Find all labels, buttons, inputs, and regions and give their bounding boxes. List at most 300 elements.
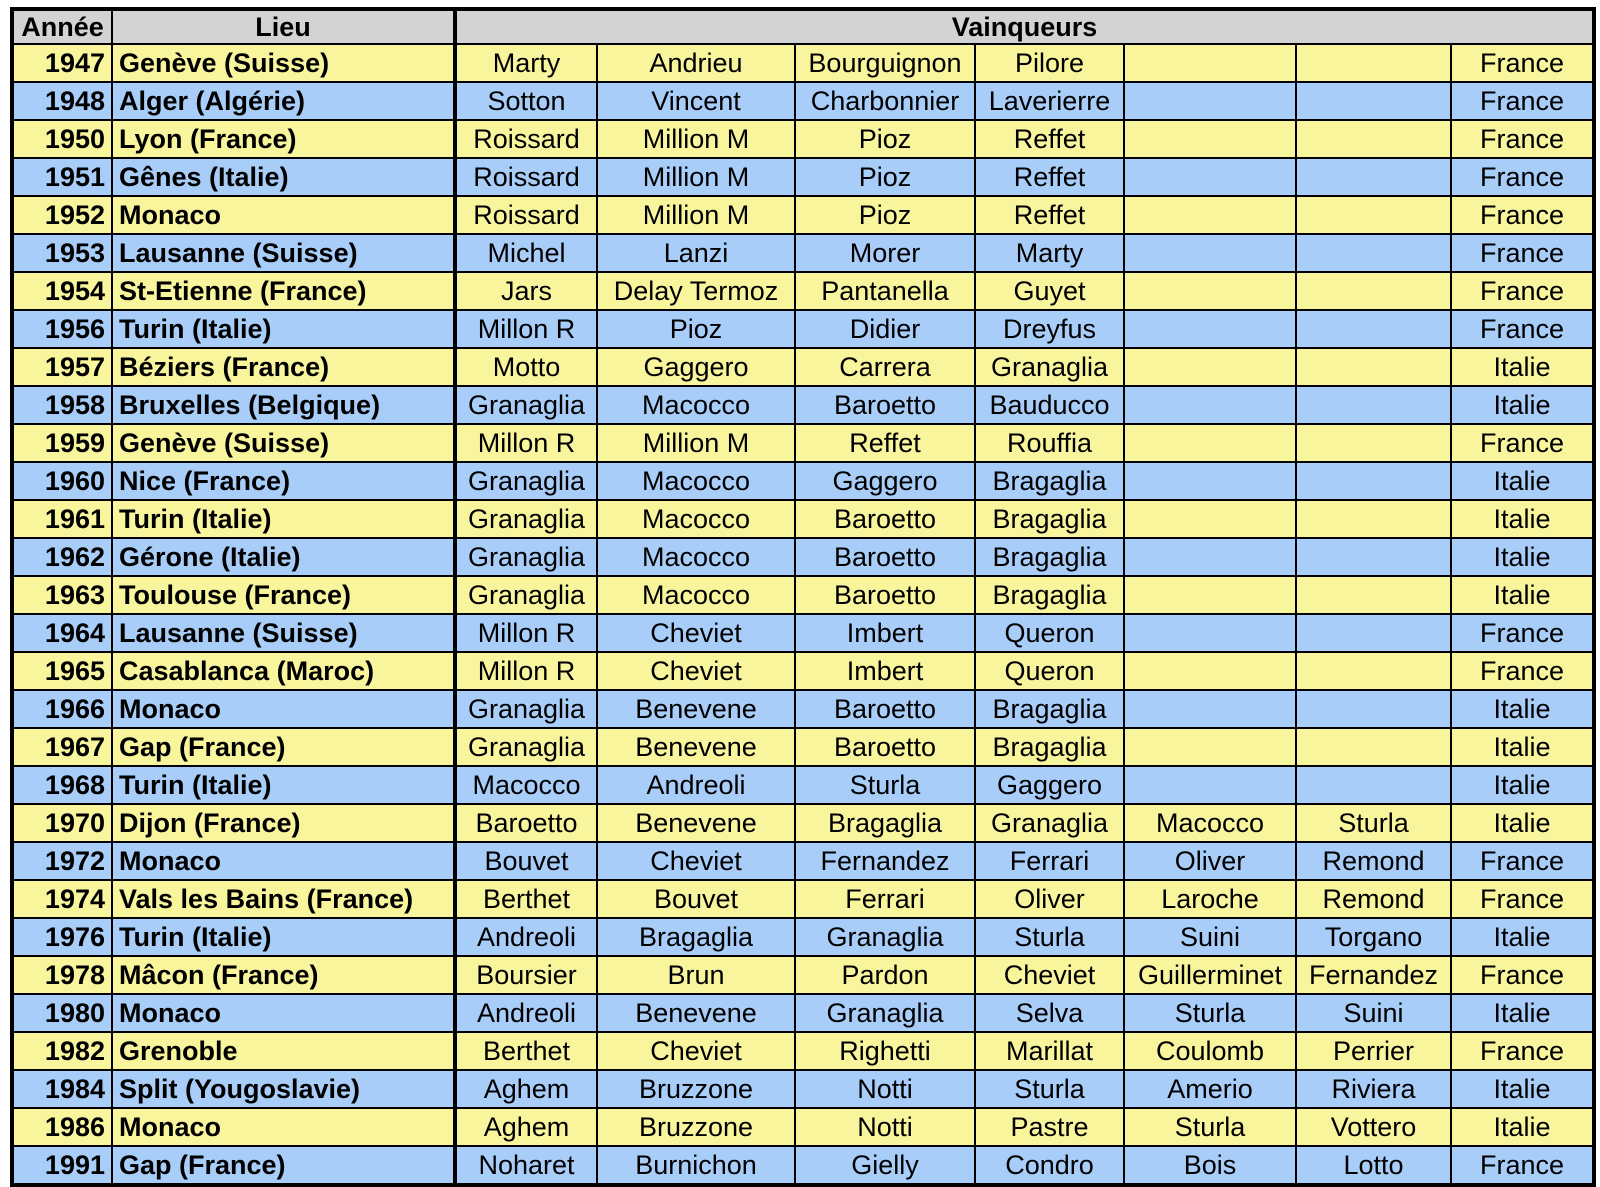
winner-cell <box>1296 310 1451 348</box>
winner-cell <box>1124 196 1296 234</box>
winner-cell: Berthet <box>455 880 597 918</box>
winner-cell: Lanzi <box>597 234 795 272</box>
winner-cell <box>1296 348 1451 386</box>
country-cell: Italie <box>1451 1070 1594 1108</box>
winner-cell: Macocco <box>597 538 795 576</box>
country-cell: France <box>1451 44 1594 82</box>
winner-cell <box>1124 690 1296 728</box>
place-cell: Monaco <box>112 196 455 234</box>
winner-cell <box>1124 82 1296 120</box>
winner-cell: Cheviet <box>597 614 795 652</box>
year-cell: 1947 <box>12 44 112 82</box>
place-cell: Gérone (Italie) <box>112 538 455 576</box>
country-cell: France <box>1451 424 1594 462</box>
year-cell: 1952 <box>12 196 112 234</box>
winner-cell <box>1296 728 1451 766</box>
winner-cell: Gaggero <box>975 766 1124 804</box>
winner-cell: Gaggero <box>597 348 795 386</box>
winner-cell: Guyet <box>975 272 1124 310</box>
winner-cell <box>1296 196 1451 234</box>
winner-cell: Bragaglia <box>975 538 1124 576</box>
year-cell: 1963 <box>12 576 112 614</box>
winner-cell: Marty <box>455 44 597 82</box>
country-cell: France <box>1451 196 1594 234</box>
country-cell: Italie <box>1451 728 1594 766</box>
country-cell: France <box>1451 234 1594 272</box>
table-row <box>12 386 1594 424</box>
table-row <box>12 44 1594 82</box>
winner-cell <box>1296 766 1451 804</box>
table-row <box>12 1032 1594 1070</box>
year-cell: 1972 <box>12 842 112 880</box>
place-cell: Alger (Algérie) <box>112 82 455 120</box>
country-cell: France <box>1451 120 1594 158</box>
winner-cell: Bragaglia <box>975 576 1124 614</box>
winner-cell: Gielly <box>795 1146 975 1185</box>
winner-cell: Motto <box>455 348 597 386</box>
winner-cell: Bauducco <box>975 386 1124 424</box>
country-cell: France <box>1451 272 1594 310</box>
place-cell: Mâcon (France) <box>112 956 455 994</box>
winner-cell: Sturla <box>1124 1108 1296 1146</box>
place-cell: Nice (France) <box>112 462 455 500</box>
winner-cell: Jars <box>455 272 597 310</box>
winner-cell: Pilore <box>975 44 1124 82</box>
winner-cell: Brun <box>597 956 795 994</box>
place-cell: Gap (France) <box>112 728 455 766</box>
winner-cell: Boursier <box>455 956 597 994</box>
winner-cell: Macocco <box>1124 804 1296 842</box>
country-cell: Italie <box>1451 994 1594 1032</box>
winner-cell: Lotto <box>1296 1146 1451 1185</box>
place-cell: Monaco <box>112 994 455 1032</box>
winner-cell: Granaglia <box>455 728 597 766</box>
table-row <box>12 956 1594 994</box>
header-row <box>12 9 1594 44</box>
winner-cell <box>1296 424 1451 462</box>
year-cell: 1951 <box>12 158 112 196</box>
winner-cell: Andreoli <box>597 766 795 804</box>
winner-cell: Granaglia <box>455 576 597 614</box>
country-cell: France <box>1451 842 1594 880</box>
table-row <box>12 614 1594 652</box>
place-cell: Béziers (France) <box>112 348 455 386</box>
table-row <box>12 82 1594 120</box>
winner-cell: Benevene <box>597 690 795 728</box>
winner-cell: Pioz <box>795 120 975 158</box>
winner-cell: Perrier <box>1296 1032 1451 1070</box>
winner-cell <box>1124 348 1296 386</box>
table-row <box>12 880 1594 918</box>
winner-cell: Berthet <box>455 1032 597 1070</box>
winner-cell <box>1296 652 1451 690</box>
country-cell: France <box>1451 1146 1594 1185</box>
table-row <box>12 1146 1594 1185</box>
place-cell: Lausanne (Suisse) <box>112 614 455 652</box>
place-cell: Gap (France) <box>112 1146 455 1185</box>
place-cell: Monaco <box>112 690 455 728</box>
winner-cell <box>1124 576 1296 614</box>
winner-cell: Andrieu <box>597 44 795 82</box>
winner-cell: Reffet <box>795 424 975 462</box>
winner-cell: Cheviet <box>597 652 795 690</box>
year-cell: 1978 <box>12 956 112 994</box>
year-cell: 1960 <box>12 462 112 500</box>
winner-cell: Cheviet <box>975 956 1124 994</box>
winner-cell: Granaglia <box>975 804 1124 842</box>
winner-cell: Pardon <box>795 956 975 994</box>
winner-cell: Sturla <box>975 1070 1124 1108</box>
country-cell: Italie <box>1451 690 1594 728</box>
winner-cell: Fernandez <box>1296 956 1451 994</box>
winner-cell: Granaglia <box>455 500 597 538</box>
winner-cell: Granaglia <box>455 690 597 728</box>
place-cell: Gênes (Italie) <box>112 158 455 196</box>
year-cell: 1958 <box>12 386 112 424</box>
winner-cell <box>1296 158 1451 196</box>
winner-cell: Sturla <box>795 766 975 804</box>
winner-cell: Baroetto <box>795 576 975 614</box>
winner-cell: Gaggero <box>795 462 975 500</box>
country-cell: France <box>1451 158 1594 196</box>
table-row <box>12 728 1594 766</box>
winner-cell: Carrera <box>795 348 975 386</box>
winner-cell <box>1296 500 1451 538</box>
place-cell: Turin (Italie) <box>112 310 455 348</box>
year-cell: 1962 <box>12 538 112 576</box>
table-row <box>12 196 1594 234</box>
winner-cell: Granaglia <box>795 994 975 1032</box>
place-cell: Turin (Italie) <box>112 500 455 538</box>
year-cell: 1968 <box>12 766 112 804</box>
winner-cell: Baroetto <box>795 538 975 576</box>
winner-cell <box>1124 234 1296 272</box>
winner-cell: Coulomb <box>1124 1032 1296 1070</box>
year-cell: 1961 <box>12 500 112 538</box>
winner-cell: Laverierre <box>975 82 1124 120</box>
winner-cell: Bruzzone <box>597 1070 795 1108</box>
winner-cell <box>1124 728 1296 766</box>
year-cell: 1954 <box>12 272 112 310</box>
winner-cell <box>1124 272 1296 310</box>
winner-cell <box>1124 44 1296 82</box>
place-cell: Toulouse (France) <box>112 576 455 614</box>
winner-cell: Macocco <box>597 462 795 500</box>
winner-cell <box>1296 234 1451 272</box>
winner-cell <box>1296 614 1451 652</box>
country-cell: Italie <box>1451 348 1594 386</box>
place-cell: Grenoble <box>112 1032 455 1070</box>
winner-cell: Aghem <box>455 1108 597 1146</box>
year-cell: 1957 <box>12 348 112 386</box>
year-cell: 1984 <box>12 1070 112 1108</box>
winner-cell: Noharet <box>455 1146 597 1185</box>
winner-cell <box>1296 690 1451 728</box>
winner-cell: Baroetto <box>795 386 975 424</box>
winner-cell: Aghem <box>455 1070 597 1108</box>
year-cell: 1974 <box>12 880 112 918</box>
winner-cell: Million M <box>597 424 795 462</box>
winner-cell: Laroche <box>1124 880 1296 918</box>
winner-cell: Marty <box>975 234 1124 272</box>
winner-cell: Millon R <box>455 614 597 652</box>
winner-cell: Bragaglia <box>975 500 1124 538</box>
place-cell: St-Etienne (France) <box>112 272 455 310</box>
table-row <box>12 424 1594 462</box>
winner-cell: Bragaglia <box>795 804 975 842</box>
winner-cell: Baroetto <box>795 500 975 538</box>
winner-cell: Guillerminet <box>1124 956 1296 994</box>
winner-cell <box>1124 310 1296 348</box>
winner-cell: Righetti <box>795 1032 975 1070</box>
table-body <box>12 44 1594 1185</box>
winner-cell: Sotton <box>455 82 597 120</box>
winner-cell: Bouvet <box>597 880 795 918</box>
winner-cell: Reffet <box>975 158 1124 196</box>
place-cell: Vals les Bains (France) <box>112 880 455 918</box>
winner-cell <box>1124 462 1296 500</box>
winner-cell <box>1296 120 1451 158</box>
table-row <box>12 538 1594 576</box>
winner-cell <box>1124 614 1296 652</box>
country-cell: Italie <box>1451 766 1594 804</box>
winner-cell <box>1124 538 1296 576</box>
country-cell: Italie <box>1451 538 1594 576</box>
winner-cell: Suini <box>1296 994 1451 1032</box>
year-cell: 1965 <box>12 652 112 690</box>
year-cell: 1959 <box>12 424 112 462</box>
winner-cell: Baroetto <box>455 804 597 842</box>
country-cell: Italie <box>1451 1108 1594 1146</box>
year-cell: 1970 <box>12 804 112 842</box>
country-cell: France <box>1451 652 1594 690</box>
winner-cell: Sturla <box>975 918 1124 956</box>
winner-cell: Benevene <box>597 728 795 766</box>
winner-cell <box>1296 82 1451 120</box>
country-cell: France <box>1451 956 1594 994</box>
winner-cell: Baroetto <box>795 690 975 728</box>
table-row <box>12 1070 1594 1108</box>
winner-cell: Cheviet <box>597 842 795 880</box>
winner-cell <box>1124 424 1296 462</box>
winner-cell <box>1124 120 1296 158</box>
winner-cell: Millon R <box>455 310 597 348</box>
winner-cell <box>1296 44 1451 82</box>
year-cell: 1976 <box>12 918 112 956</box>
winner-cell: Vottero <box>1296 1108 1451 1146</box>
winner-cell: Michel <box>455 234 597 272</box>
winner-cell: Remond <box>1296 880 1451 918</box>
winner-cell: Andreoli <box>455 994 597 1032</box>
winner-cell: Condro <box>975 1146 1124 1185</box>
year-cell: 1964 <box>12 614 112 652</box>
place-cell: Monaco <box>112 842 455 880</box>
year-cell: 1953 <box>12 234 112 272</box>
table-row <box>12 1108 1594 1146</box>
table-row <box>12 348 1594 386</box>
winner-cell: Queron <box>975 614 1124 652</box>
winner-cell: Million M <box>597 196 795 234</box>
winner-cell <box>1124 652 1296 690</box>
year-cell: 1948 <box>12 82 112 120</box>
winner-cell: Benevene <box>597 994 795 1032</box>
table-row <box>12 766 1594 804</box>
table-row <box>12 994 1594 1032</box>
winner-cell: Bragaglia <box>975 690 1124 728</box>
table-row <box>12 804 1594 842</box>
winners-table <box>10 7 1596 1187</box>
place-cell: Lausanne (Suisse) <box>112 234 455 272</box>
winner-cell: Bois <box>1124 1146 1296 1185</box>
winner-cell: Granaglia <box>455 462 597 500</box>
table-row <box>12 462 1594 500</box>
winner-cell: Baroetto <box>795 728 975 766</box>
header-year: Année <box>12 9 112 44</box>
country-cell: Italie <box>1451 918 1594 956</box>
winner-cell: Notti <box>795 1108 975 1146</box>
table-row <box>12 120 1594 158</box>
winner-cell: Marillat <box>975 1032 1124 1070</box>
winner-cell <box>1124 386 1296 424</box>
place-cell: Genève (Suisse) <box>112 424 455 462</box>
winner-cell: Oliver <box>1124 842 1296 880</box>
country-cell: France <box>1451 1032 1594 1070</box>
winner-cell: Imbert <box>795 652 975 690</box>
country-cell: Italie <box>1451 804 1594 842</box>
winner-cell: Granaglia <box>455 386 597 424</box>
winner-cell: Cheviet <box>597 1032 795 1070</box>
winner-cell: Imbert <box>795 614 975 652</box>
winner-cell: Didier <box>795 310 975 348</box>
winner-cell: Reffet <box>975 120 1124 158</box>
winner-cell: Torgano <box>1296 918 1451 956</box>
winner-cell: Millon R <box>455 424 597 462</box>
winner-cell: Bragaglia <box>975 728 1124 766</box>
winner-cell: Suini <box>1124 918 1296 956</box>
winner-cell: Roissard <box>455 158 597 196</box>
winner-cell: Dreyfus <box>975 310 1124 348</box>
table-row <box>12 652 1594 690</box>
winner-cell: Pioz <box>795 196 975 234</box>
table-row <box>12 158 1594 196</box>
winner-cell: Macocco <box>597 386 795 424</box>
winner-cell: Granaglia <box>975 348 1124 386</box>
winner-cell <box>1296 386 1451 424</box>
winner-cell: Andreoli <box>455 918 597 956</box>
winner-cell: Pioz <box>597 310 795 348</box>
winner-cell <box>1296 272 1451 310</box>
winner-cell: Oliver <box>975 880 1124 918</box>
winner-cell: Morer <box>795 234 975 272</box>
winner-cell: Macocco <box>597 500 795 538</box>
table-row <box>12 576 1594 614</box>
table-row <box>12 690 1594 728</box>
country-cell: France <box>1451 614 1594 652</box>
winner-cell: Pastre <box>975 1108 1124 1146</box>
table-row <box>12 918 1594 956</box>
place-cell: Monaco <box>112 1108 455 1146</box>
winner-cell: Charbonnier <box>795 82 975 120</box>
winner-cell: Bragaglia <box>597 918 795 956</box>
winner-cell <box>1296 576 1451 614</box>
year-cell: 1967 <box>12 728 112 766</box>
winner-cell <box>1296 462 1451 500</box>
year-cell: 1986 <box>12 1108 112 1146</box>
winner-cell: Granaglia <box>455 538 597 576</box>
winner-cell: Queron <box>975 652 1124 690</box>
country-cell: France <box>1451 82 1594 120</box>
winner-cell: Granaglia <box>795 918 975 956</box>
winner-cell <box>1124 500 1296 538</box>
table-row <box>12 234 1594 272</box>
year-cell: 1966 <box>12 690 112 728</box>
winner-cell: Bragaglia <box>975 462 1124 500</box>
winner-cell: Millon R <box>455 652 597 690</box>
country-cell: Italie <box>1451 576 1594 614</box>
place-cell: Bruxelles (Belgique) <box>112 386 455 424</box>
country-cell: Italie <box>1451 386 1594 424</box>
place-cell: Turin (Italie) <box>112 766 455 804</box>
year-cell: 1950 <box>12 120 112 158</box>
winner-cell: Pioz <box>795 158 975 196</box>
winner-cell: Fernandez <box>795 842 975 880</box>
winner-cell: Bouvet <box>455 842 597 880</box>
table-row <box>12 310 1594 348</box>
winner-cell: Notti <box>795 1070 975 1108</box>
header-winners: Vainqueurs <box>455 9 1594 44</box>
winner-cell: Macocco <box>455 766 597 804</box>
winner-cell: Rouffia <box>975 424 1124 462</box>
winner-cell: Benevene <box>597 804 795 842</box>
winner-cell: Roissard <box>455 120 597 158</box>
place-cell: Casablanca (Maroc) <box>112 652 455 690</box>
winner-cell: Vincent <box>597 82 795 120</box>
country-cell: Italie <box>1451 500 1594 538</box>
winner-cell: Amerio <box>1124 1070 1296 1108</box>
country-cell: France <box>1451 310 1594 348</box>
winner-cell: Burnichon <box>597 1146 795 1185</box>
year-cell: 1991 <box>12 1146 112 1185</box>
winner-cell: Ferrari <box>795 880 975 918</box>
country-cell: Italie <box>1451 462 1594 500</box>
winner-cell: Sturla <box>1124 994 1296 1032</box>
winner-cell: Pantanella <box>795 272 975 310</box>
winner-cell: Bruzzone <box>597 1108 795 1146</box>
country-cell: France <box>1451 880 1594 918</box>
place-cell: Genève (Suisse) <box>112 44 455 82</box>
header-place: Lieu <box>112 9 455 44</box>
year-cell: 1982 <box>12 1032 112 1070</box>
winner-cell: Bourguignon <box>795 44 975 82</box>
winner-cell: Remond <box>1296 842 1451 880</box>
winner-cell: Reffet <box>975 196 1124 234</box>
year-cell: 1980 <box>12 994 112 1032</box>
table-row <box>12 272 1594 310</box>
winner-cell: Macocco <box>597 576 795 614</box>
winner-cell: Ferrari <box>975 842 1124 880</box>
winner-cell: Riviera <box>1296 1070 1451 1108</box>
winner-cell: Sturla <box>1296 804 1451 842</box>
winner-cell: Delay Termoz <box>597 272 795 310</box>
year-cell: 1956 <box>12 310 112 348</box>
table-row <box>12 842 1594 880</box>
place-cell: Turin (Italie) <box>112 918 455 956</box>
winner-cell: Million M <box>597 120 795 158</box>
winner-cell: Roissard <box>455 196 597 234</box>
winner-cell <box>1296 538 1451 576</box>
winner-cell: Million M <box>597 158 795 196</box>
winner-cell: Selva <box>975 994 1124 1032</box>
